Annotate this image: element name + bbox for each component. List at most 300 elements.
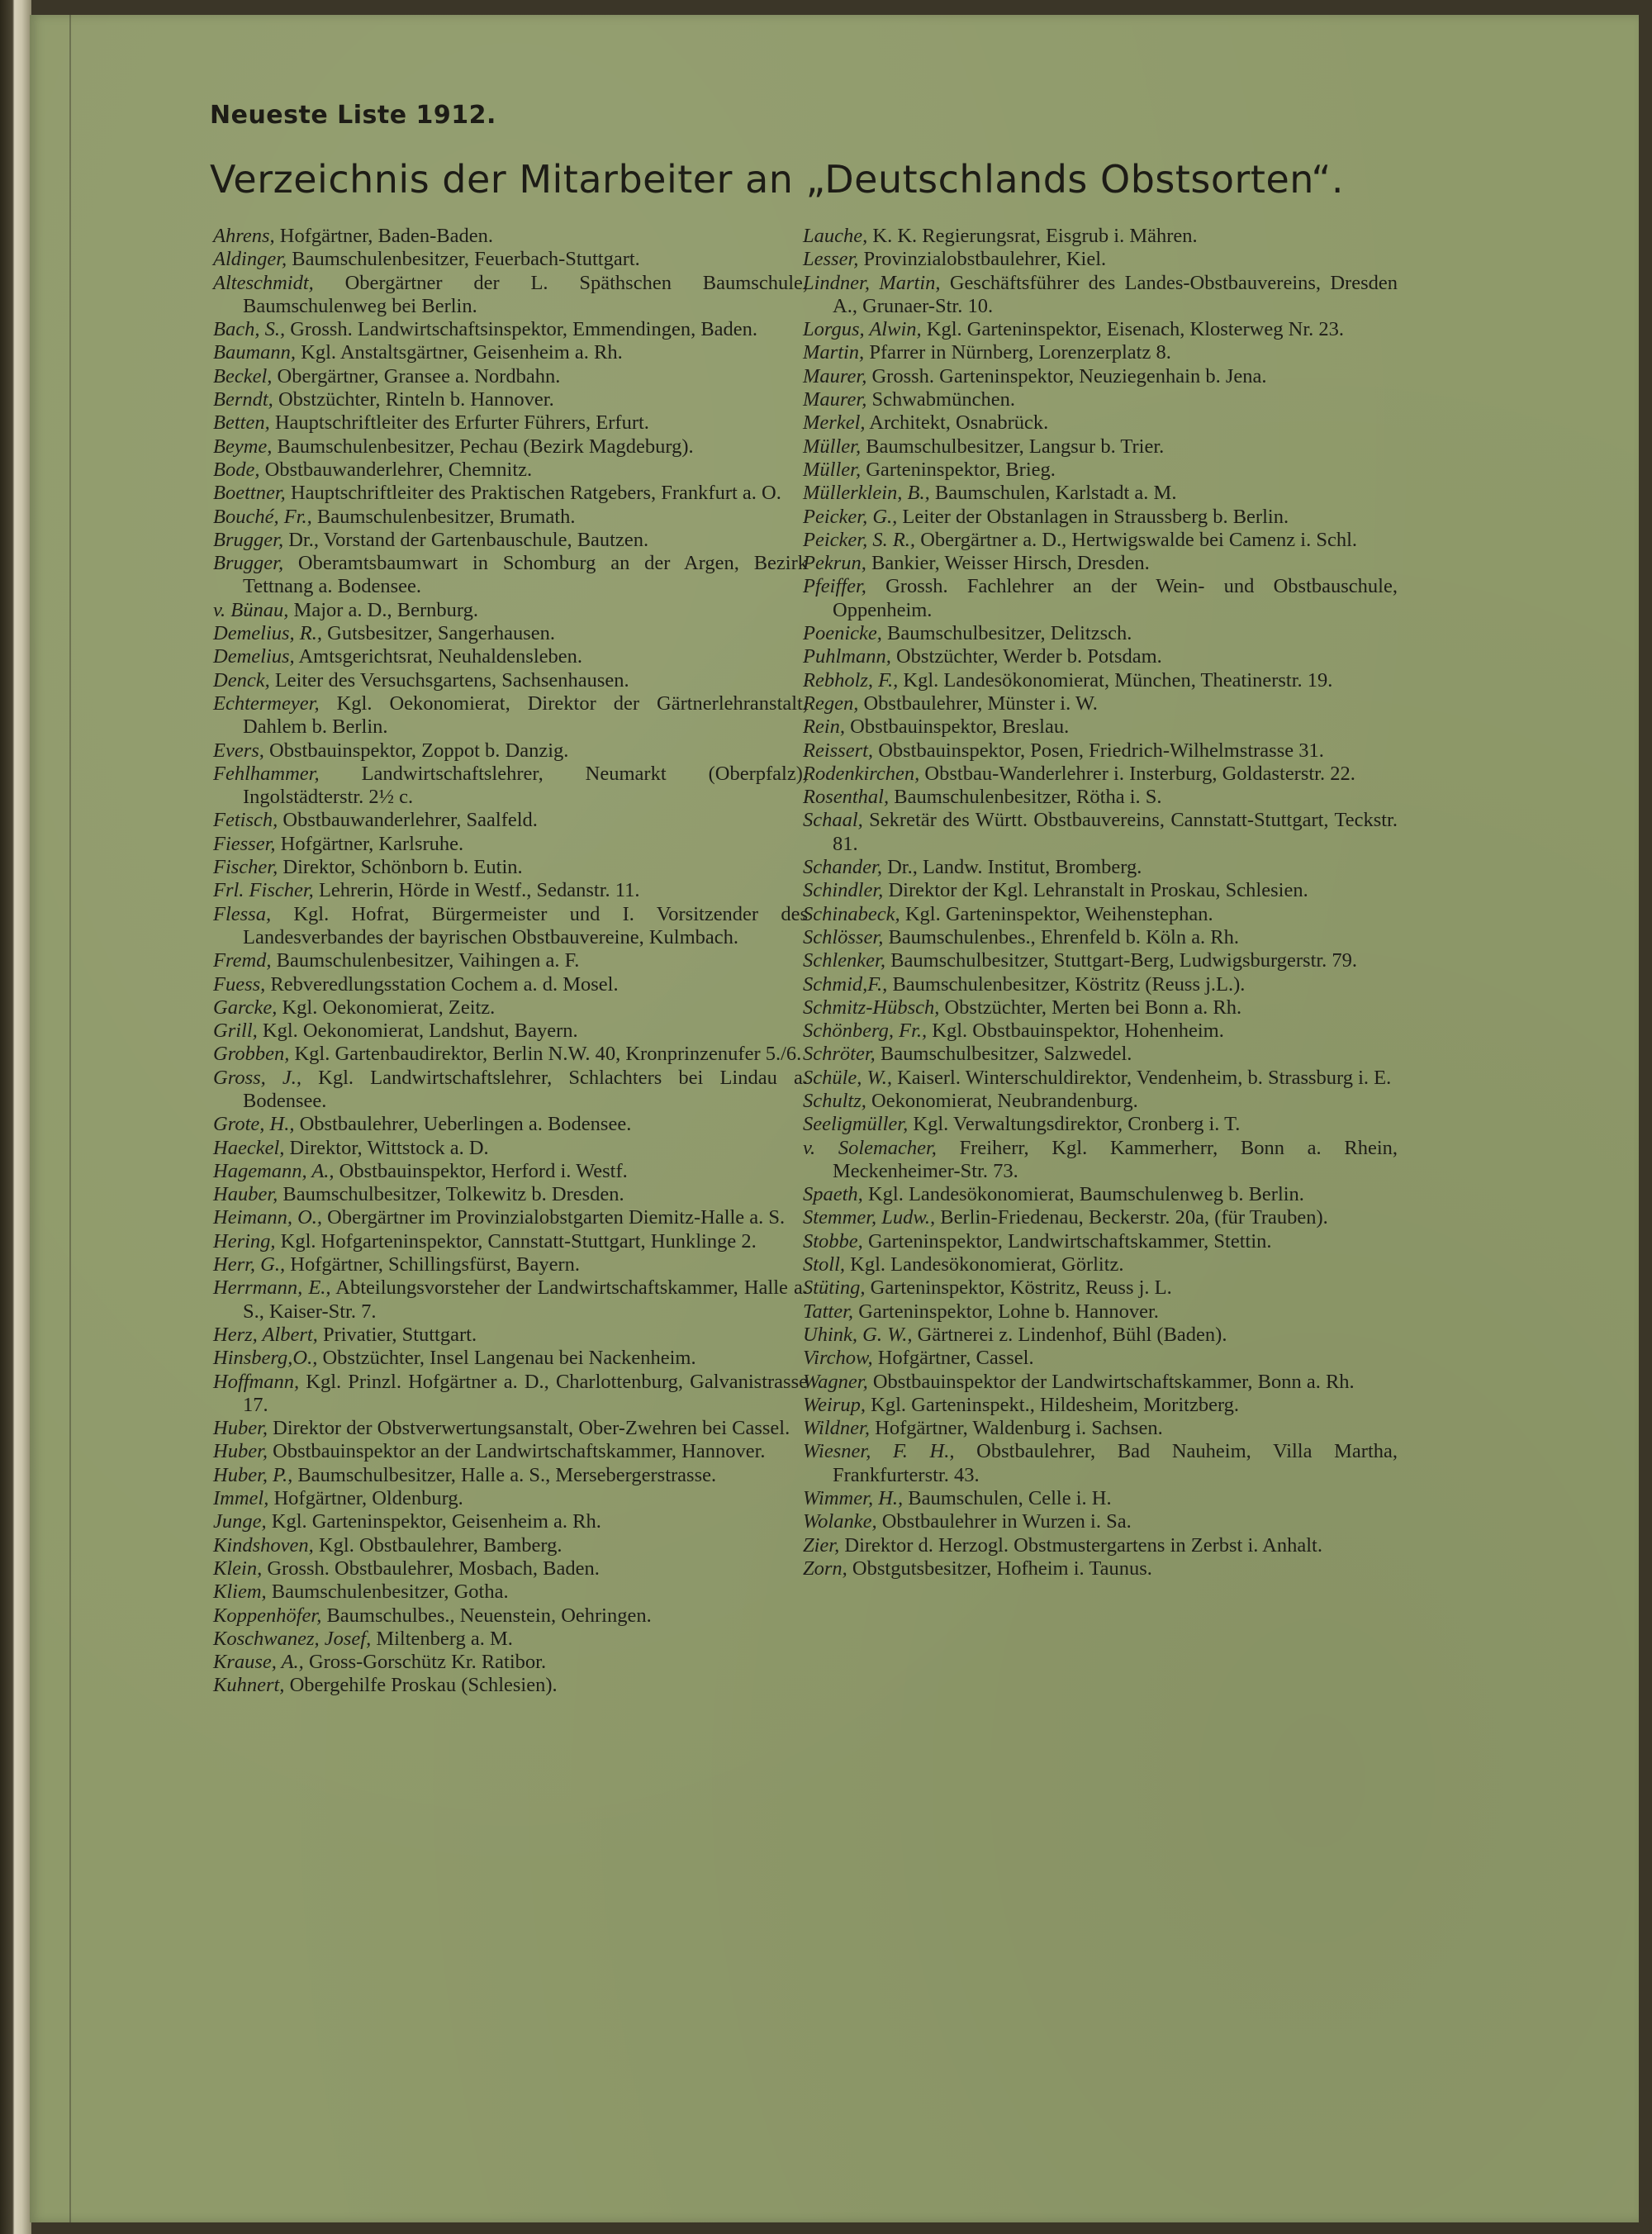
- contributor-details: Berlin-Friedenau, Beckerstr. 20a, (für Trauben).: [935, 1206, 1328, 1229]
- contributor-details: Kgl. Prinzl. Hofgärtner a. D., Charlottenburg, Galvanistrasse 17.: [243, 1370, 808, 1416]
- contributor-name: Klein,: [213, 1557, 263, 1580]
- contributor-entry: [803, 786, 1398, 809]
- contributor-details: Obstgutsbesitzer, Hofheim i. Taunus.: [847, 1557, 1152, 1580]
- contributor-details: Kgl. Oekonomierat, Direktor der Gärtnerlehranstalt, Dahlem b. Berlin.: [243, 692, 808, 739]
- contributor-details: Garteninspektor, Brieg.: [861, 458, 1056, 481]
- contributor-details: K. K. Regierungsrat, Eisgrub i. Mähren.: [867, 225, 1198, 247]
- contributor-name: Rein,: [803, 715, 846, 739]
- contributor-details: Sekretär des Württ. Obstbauvereins, Cannstatt-Stuttgart, Teckstr. 81.: [833, 809, 1398, 855]
- contributor-entry: [803, 715, 1398, 739]
- contributor-details: Kgl. Landwirtschaftslehrer, Schlachters bei Lindau a. Bodensee.: [243, 1066, 808, 1112]
- contributor-name: Seeligmüller,: [803, 1113, 909, 1136]
- contributor-entry: [803, 1137, 1398, 1184]
- contributor-name: Pekrun,: [803, 552, 866, 575]
- contributor-entry: [803, 809, 1398, 856]
- contributor-details: Bankier, Weisser Hirsch, Dresden.: [866, 552, 1150, 575]
- contributor-name: Brugger,: [213, 552, 284, 575]
- contributor-name: Herr, G.,: [213, 1253, 286, 1276]
- contributor-name: Lauche,: [803, 225, 868, 247]
- contributor-details: Baumschulenbesitzer, Köstritz (Reuss j.L.).: [887, 972, 1246, 996]
- contributor-name: Schröter,: [803, 1043, 876, 1066]
- contributor-name: Grote, H.,: [213, 1113, 295, 1136]
- contributor-details: Hofgärtner, Schillingsfürst, Bayern.: [285, 1253, 581, 1276]
- contributor-details: Baumschulenbes., Ehrenfeld b. Köln a. Rh.: [883, 925, 1240, 948]
- contributor-entry: [803, 248, 1398, 271]
- contributor-name: Krause, A.,: [213, 1651, 304, 1674]
- contributor-name: Haeckel,: [213, 1136, 285, 1159]
- contributor-entry: [213, 1347, 808, 1370]
- contributor-details: Landwirtschaftslehrer, Neumarkt (Oberpfalz), Ingolstädterstr. 2½ c.: [243, 762, 808, 809]
- contributor-entry: [803, 435, 1398, 459]
- contributor-name: Rebholz, F.,: [803, 668, 899, 692]
- contributor-details: Baumschulbesitzer, Salzwedel.: [875, 1043, 1132, 1066]
- contributor-details: Baumschulbesitzer, Langsur b. Trier.: [861, 435, 1165, 458]
- contributor-details: Hauptschriftleiter des Praktischen Ratgebers, Frankfurt a. O.: [285, 482, 781, 505]
- contributor-name: Echtermeyer,: [213, 692, 320, 715]
- contributor-details: Kgl. Landesökonomierat, Görlitz.: [845, 1253, 1124, 1276]
- contributor-name: Peicker, S. R.,: [803, 528, 916, 551]
- contributor-name: Frl. Fischer,: [213, 879, 314, 902]
- contributor-details: Oberamtsbaumwart in Schomburg an der Argen, Bezirk Tettnang a. Bodensee.: [243, 552, 808, 598]
- contributor-name: Peicker, G.,: [803, 505, 898, 528]
- contributor-entry: [803, 1113, 1398, 1136]
- page-fold-line: [69, 15, 71, 2222]
- contributor-entry: [803, 1394, 1398, 1417]
- contributor-details: Grossh. Fachlehrer an der Wein- und Obstbauschule, Oppenheim.: [833, 575, 1398, 621]
- contributor-details: Lehrerin, Hörde in Westf., Sedanstr. 11.: [313, 879, 640, 902]
- contributor-entry: [803, 1440, 1398, 1487]
- contributor-entry: [213, 1137, 808, 1160]
- contributor-entry: [213, 1067, 808, 1114]
- contributor-name: Schüle, W.,: [803, 1066, 892, 1089]
- contributor-details: Kgl. Garteninspektor, Weihenstephan.: [900, 902, 1213, 925]
- contributor-details: Obergehilfe Proskau (Schlesien).: [284, 1674, 558, 1697]
- contributor-entry: [213, 879, 808, 902]
- contributor-entry: [803, 1067, 1398, 1090]
- contributor-details: Hofgärtner, Oldenburg.: [268, 1487, 463, 1510]
- contributor-name: Grobben,: [213, 1043, 290, 1066]
- contributor-details: Baumschulenbesitzer, Vaihingen a. F.: [271, 949, 580, 972]
- contributor-details: Baumschulenbesitzer, Feuerbach-Stuttgart.: [287, 248, 640, 271]
- contributor-name: Betten,: [213, 411, 270, 435]
- contributor-details: Architekt, Osnabrück.: [865, 411, 1049, 435]
- contributor-name: Brugger,: [213, 528, 284, 551]
- contributor-name: Stüting,: [803, 1276, 866, 1300]
- contributor-entry: [803, 365, 1398, 388]
- contributor-name: Denck,: [213, 668, 270, 692]
- contributor-details: Oekonomierat, Neubrandenburg.: [866, 1089, 1138, 1112]
- contributor-details: Garteninspektor, Lohne b. Hannover.: [853, 1300, 1159, 1323]
- contributor-entry: [213, 763, 808, 810]
- contributor-details: Kgl. Hofgarteninspektor, Cannstatt-Stuttgart, Hunklinge 2.: [275, 1229, 757, 1252]
- contributor-details: Direktor der Obstverwertungsanstalt, Ober-Zwehren bei Cassel.: [268, 1417, 790, 1440]
- contributor-name: v. Solemacher,: [803, 1136, 937, 1159]
- contributor-name: Müller,: [803, 435, 862, 458]
- contributor-entry: [213, 1324, 808, 1347]
- contributor-name: Kuhnert,: [213, 1674, 285, 1697]
- contributor-entry: [803, 1043, 1398, 1066]
- contributor-entry: [213, 599, 808, 622]
- contributor-name: Wagner,: [803, 1370, 868, 1393]
- contributor-entry: [213, 622, 808, 645]
- contributor-details: Leiter des Versuchsgartens, Sachsenhausen.: [269, 668, 629, 692]
- contributor-name: Kliem,: [213, 1580, 267, 1604]
- contributor-name: Wiesner, F. H.,: [803, 1440, 955, 1463]
- contributor-name: Merkel,: [803, 411, 866, 435]
- page-title: Verzeichnis der Mitarbeiter an „Deutschlands Obstsorten“.: [210, 157, 1345, 202]
- contributor-entry: [803, 1276, 1398, 1300]
- contributor-name: Schindler,: [803, 879, 884, 902]
- contributor-entry: [213, 529, 808, 552]
- contributor-entry: [213, 1580, 808, 1604]
- contributor-entry: [213, 809, 808, 832]
- contributor-name: Schönberg, Fr.,: [803, 1020, 928, 1043]
- contributor-entry: [213, 435, 808, 459]
- contributor-details: Kgl. Verwaltungsdirektor, Cronberg i. T.: [908, 1113, 1241, 1136]
- contributor-details: Baumschulenbesitzer, Rötha i. S.: [889, 786, 1162, 809]
- contributor-entry: [213, 388, 808, 411]
- contributor-details: Kaiserl. Winterschuldirektor, Vendenheim, b. Strassburg i. E.: [891, 1066, 1392, 1089]
- contributor-details: Obstbauinspektor an der Landwirtschaftskammer, Hannover.: [268, 1440, 766, 1463]
- contributor-details: Gross-Gorschütz Kr. Ratibor.: [303, 1651, 547, 1674]
- contributor-details: Obstbauwanderlehrer, Chemnitz.: [259, 458, 533, 481]
- contributor-entry: [803, 1510, 1398, 1533]
- contributor-details: Obstbauinspektor, Herford i. Westf.: [334, 1159, 628, 1182]
- contributor-details: Baumschulenbesitzer, Gotha.: [266, 1580, 509, 1604]
- contributor-details: Dr., Landw. Institut, Bromberg.: [881, 856, 1142, 879]
- contributor-entry: [803, 645, 1398, 668]
- contributor-entry: [213, 272, 808, 319]
- contributor-entry: [213, 506, 808, 529]
- contributor-entry: [213, 1628, 808, 1651]
- contributor-entry: [803, 739, 1398, 763]
- contributor-details: Obstbauinspektor, Breslau.: [845, 715, 1070, 739]
- contributor-details: Kgl. Landesökonomierat, München, Theatinerstr. 19.: [898, 668, 1333, 692]
- contributor-entry: [213, 1417, 808, 1440]
- contributor-entry: [803, 973, 1398, 996]
- contributor-details: Obstzüchter, Werder b. Potsdam.: [890, 645, 1162, 668]
- contributor-details: Baumschulbesitzer, Stuttgart-Berg, Ludwigsburgerstr. 79.: [885, 949, 1358, 972]
- contributor-details: Baumschulenbesitzer, Brumath.: [311, 505, 576, 528]
- contributor-entry: [213, 1113, 808, 1136]
- contributor-entry: [803, 669, 1398, 692]
- contributor-name: Wolanke,: [803, 1510, 877, 1533]
- contributor-details: Baumschulbesitzer, Tolkewitz b. Dresden.: [278, 1183, 624, 1206]
- contributor-name: Hagemann, A.,: [213, 1159, 335, 1182]
- contributor-entry: [803, 388, 1398, 411]
- contributor-name: Zorn,: [803, 1557, 847, 1580]
- contributor-name: Huber, P.,: [213, 1463, 293, 1486]
- contributor-details: Major a. D., Bernburg.: [288, 598, 478, 621]
- list-header: Neueste Liste 1912.: [210, 101, 496, 130]
- contributor-details: Obstzüchter, Rinteln b. Hannover.: [273, 388, 554, 411]
- contributor-entry: [803, 341, 1398, 364]
- contributor-entry: [213, 1440, 808, 1463]
- contributor-name: Fehlhammer,: [213, 762, 320, 785]
- contributor-name: Poenicke,: [803, 622, 882, 645]
- contributor-details: Obstbauwanderlehrer, Saalfeld.: [278, 809, 538, 832]
- contributor-details: Gärtnerei z. Lindenhof, Bühl (Baden).: [912, 1323, 1227, 1346]
- contributor-name: Weirup,: [803, 1393, 866, 1416]
- contributor-details: Obstbaulehrer, Bad Nauheim, Villa Martha, Frankfurterstr. 43.: [833, 1440, 1398, 1486]
- contributor-details: Baumschulbesitzer, Delitzsch.: [881, 622, 1132, 645]
- contributor-name: Beyme,: [213, 435, 273, 458]
- contributor-name: Müller,: [803, 458, 862, 481]
- contributor-details: Direktor, Schönborn b. Eutin.: [278, 856, 523, 879]
- contributor-details: Kgl. Oekonomierat, Landshut, Bayern.: [257, 1020, 578, 1043]
- contributor-entry: [213, 1510, 808, 1533]
- contributor-name: Maurer,: [803, 364, 867, 387]
- contributor-entry: [803, 1324, 1398, 1347]
- contributor-entry: [213, 1020, 808, 1043]
- contributor-name: v. Bünau,: [213, 598, 289, 621]
- contributor-entry: [803, 1557, 1398, 1580]
- contributor-name: Fetisch,: [213, 809, 278, 832]
- contributor-name: Ahrens,: [213, 225, 275, 247]
- contributor-name: Baumann,: [213, 341, 297, 364]
- contributor-details: Obstbaulehrer, Münster i. W.: [858, 692, 1098, 715]
- contributor-entry: [213, 1043, 808, 1066]
- contributor-entry: [213, 248, 808, 271]
- contributor-entry: [803, 926, 1398, 949]
- contributor-name: Rodenkirchen,: [803, 762, 920, 785]
- contributor-entry: [803, 575, 1398, 622]
- contributor-entry: [803, 1206, 1398, 1229]
- contributor-entry: [803, 1371, 1398, 1394]
- contributor-name: Evers,: [213, 739, 264, 762]
- contributor-entry: [213, 669, 808, 692]
- contributor-name: Bouché, Fr.,: [213, 505, 312, 528]
- contributor-details: Kgl. Garteninspektor, Eisenach, Klosterweg Nr. 23.: [921, 318, 1344, 341]
- contributor-entry: [213, 1371, 808, 1418]
- contributor-entry: [213, 903, 808, 950]
- contributor-details: Kgl. Hofrat, Bürgermeister und I. Vorsitzender des Landesverbandes der bayrischen Obstbauvereine, Kulmbach.: [243, 902, 808, 948]
- contributor-details: Privatier, Stuttgart.: [317, 1323, 477, 1346]
- contributor-entry: [803, 506, 1398, 529]
- contributor-name: Lorgus, Alwin,: [803, 318, 922, 341]
- contributor-name: Schmitz-Hübsch,: [803, 996, 940, 1019]
- contributor-entry: [803, 529, 1398, 552]
- contributor-entry: [803, 482, 1398, 505]
- contributor-details: Kgl. Obstbaulehrer, Bamberg.: [313, 1533, 563, 1557]
- contributor-entry: [213, 1183, 808, 1206]
- contributor-name: Hering,: [213, 1229, 276, 1252]
- contributor-details: Provinzialobstbaulehrer, Kiel.: [858, 248, 1107, 271]
- contributor-entry: [803, 1347, 1398, 1370]
- contributor-details: Obstzüchter, Insel Langenau bei Nackenheim.: [317, 1347, 696, 1370]
- contributor-entry: [213, 1160, 808, 1183]
- contributor-entry: [803, 1487, 1398, 1510]
- contributor-details: Hofgärtner, Baden-Baden.: [274, 225, 493, 247]
- contributor-entry: [803, 1417, 1398, 1440]
- contributor-name: Stobbe,: [803, 1229, 863, 1252]
- contributor-entry: [213, 1464, 808, 1487]
- contributor-details: Direktor, Wittstock a. D.: [284, 1136, 489, 1159]
- contributor-name: Beckel,: [213, 364, 273, 387]
- left-column: [213, 225, 808, 1698]
- contributor-details: Geschäftsführer des Landes-Obstbauvereins, Dresden A., Grunaer-Str. 10.: [833, 271, 1398, 317]
- contributor-name: Flessa,: [213, 902, 272, 925]
- contributor-entry: [213, 318, 808, 341]
- contributor-details: Baumschulen, Celle i. H.: [903, 1487, 1112, 1510]
- contributor-details: Freiherr, Kgl. Kammerherr, Bonn a. Rhein, Meckenheimer-Str. 73.: [833, 1136, 1398, 1182]
- contributor-details: Gutsbesitzer, Sangerhausen.: [322, 622, 556, 645]
- contributor-name: Aldinger,: [213, 248, 287, 271]
- contributor-name: Zier,: [803, 1533, 840, 1557]
- contributor-entry: [803, 318, 1398, 341]
- contributor-entry: [213, 949, 808, 972]
- contributor-details: Grossh. Landwirtschaftsinspektor, Emmendingen, Baden.: [285, 318, 758, 341]
- contributor-details: Pfarrer in Nürnberg, Lorenzerplatz 8.: [864, 341, 1171, 364]
- contributor-details: Baumschulen, Karlstadt a. M.: [929, 482, 1177, 505]
- contributor-entry: [213, 1674, 808, 1697]
- contributor-entry: [213, 225, 808, 248]
- contributor-details: Obergärtner, Gransee a. Nordbahn.: [272, 364, 561, 387]
- contributor-entry: [213, 692, 808, 739]
- contributor-name: Schmid,F.,: [803, 972, 888, 996]
- contributor-name: Herz, Albert,: [213, 1323, 318, 1346]
- contributor-name: Huber,: [213, 1417, 268, 1440]
- contributor-entry: [213, 1253, 808, 1276]
- contributor-name: Hauber,: [213, 1183, 278, 1206]
- contributor-name: Tatter,: [803, 1300, 854, 1323]
- contributor-name: Boettner,: [213, 482, 286, 505]
- contributor-name: Huber,: [213, 1440, 268, 1463]
- contributor-details: Direktor d. Herzogl. Obstmustergartens in Zerbst i. Anhalt.: [839, 1533, 1322, 1557]
- contributor-name: Kindshoven,: [213, 1533, 314, 1557]
- contributor-details: Schwabmünchen.: [866, 388, 1015, 411]
- contributor-entry: [213, 341, 808, 364]
- contributor-entry: [803, 879, 1398, 902]
- contributor-details: Kgl. Landesökonomierat, Baumschulenweg b. Berlin.: [862, 1183, 1304, 1206]
- contributor-name: Bode,: [213, 458, 260, 481]
- contributor-name: Spaeth,: [803, 1183, 863, 1206]
- contributor-name: Heimann, O.,: [213, 1206, 323, 1229]
- contributor-name: Koppenhöfer,: [213, 1604, 322, 1627]
- contributor-details: Obstbauinspektor der Landwirtschaftskammer, Bonn a. Rh.: [867, 1370, 1355, 1393]
- contributor-details: Abteilungsvorsteher der Landwirtschaftskammer, Halle a. S., Kaiser-Str. 7.: [243, 1276, 808, 1323]
- contributor-name: Berndt,: [213, 388, 273, 411]
- contributor-entry: [213, 645, 808, 668]
- contributor-entry: [803, 903, 1398, 926]
- contributor-details: Leiter der Obstanlagen in Straussberg b. Berlin.: [897, 505, 1289, 528]
- contributor-details: Rebveredlungsstation Cochem a. d. Mosel.: [265, 972, 619, 996]
- contributor-details: Kgl. Oekonomierat, Zeitz.: [277, 996, 496, 1019]
- contributor-entry: [803, 225, 1398, 248]
- contributor-name: Alteschmidt,: [213, 271, 314, 294]
- contributor-details: Grossh. Garteninspektor, Neuziegenhain b. Jena.: [866, 364, 1267, 387]
- contributor-entry: [213, 996, 808, 1020]
- contributor-name: Regen,: [803, 692, 859, 715]
- contributor-entry: [803, 622, 1398, 645]
- contributor-entry: [213, 482, 808, 505]
- contributor-entry: [213, 1604, 808, 1628]
- contributor-name: Lindner, Martin,: [803, 271, 941, 294]
- contributor-name: Gross, J.,: [213, 1066, 302, 1089]
- contributor-name: Demelius,: [213, 645, 295, 668]
- contributor-name: Stoll,: [803, 1253, 846, 1276]
- contributor-details: Baumschulbesitzer, Halle a. S., Mersebergerstrasse.: [292, 1463, 717, 1486]
- contributor-entry: [213, 856, 808, 879]
- contributor-name: Immel,: [213, 1487, 269, 1510]
- contributor-details: Miltenberg a. M.: [371, 1627, 513, 1650]
- contributor-details: Obstbau-Wanderlehrer i. Insterburg, Goldasterstr. 22.: [919, 762, 1355, 785]
- contributor-name: Maurer,: [803, 388, 867, 411]
- contributor-entry: [213, 833, 808, 856]
- contributor-details: Kgl. Obstbauinspektor, Hohenheim.: [927, 1020, 1224, 1043]
- contributor-details: Grossh. Obstbaulehrer, Mosbach, Baden.: [262, 1557, 600, 1580]
- contributor-entry: [213, 1230, 808, 1253]
- contributor-name: Virchow,: [803, 1347, 873, 1370]
- contributor-details: Garteninspektor, Köstritz, Reuss j. L.: [865, 1276, 1172, 1300]
- contributor-details: Obstbaulehrer in Wurzen i. Sa.: [876, 1510, 1132, 1533]
- contributor-name: Schultz,: [803, 1089, 866, 1112]
- contributor-name: Junge,: [213, 1510, 267, 1533]
- contributor-entry: [803, 411, 1398, 435]
- contributor-name: Pfeiffer,: [803, 575, 866, 598]
- contributor-details: Obstbauinspektor, Posen, Friedrich-Wilhelmstrasse 31.: [873, 739, 1324, 762]
- contributor-entry: [803, 1534, 1398, 1557]
- contributor-entry: [803, 1020, 1398, 1043]
- contributor-entry: [803, 763, 1398, 786]
- contributor-details: Hofgärtner, Cassel.: [872, 1347, 1034, 1370]
- contributor-name: Wimmer, H.,: [803, 1487, 904, 1510]
- contributor-details: Garteninspektor, Landwirtschaftskammer, Stettin.: [862, 1229, 1272, 1252]
- contributor-details: Kgl. Garteninspektor, Geisenheim a. Rh.: [266, 1510, 601, 1533]
- contributor-name: Demelius, R.,: [213, 622, 322, 645]
- contributor-name: Müllerklein, B.,: [803, 482, 930, 505]
- contributor-details: Hauptschriftleiter des Erfurter Führers, Erfurt.: [269, 411, 649, 435]
- contributor-name: Stemmer, Ludw.,: [803, 1206, 936, 1229]
- contributor-entry: [213, 459, 808, 482]
- contributor-entry: [803, 949, 1398, 972]
- contributor-entry: [803, 272, 1398, 319]
- contributor-name: Reissert,: [803, 739, 874, 762]
- contributor-entry: [803, 459, 1398, 482]
- contributor-details: Hofgärtner, Karlsruhe.: [275, 832, 464, 855]
- right-column: [803, 225, 1398, 1580]
- contributor-entry: [213, 973, 808, 996]
- contributor-name: Lesser,: [803, 248, 859, 271]
- contributor-name: Schaal,: [803, 809, 863, 832]
- contributor-entry: [803, 1090, 1398, 1113]
- book-binding-edge: [0, 0, 31, 2234]
- contributor-entry: [213, 1276, 808, 1324]
- contributor-entry: [213, 552, 808, 599]
- contributor-details: Kgl. Garteninspekt., Hildesheim, Moritzberg.: [866, 1393, 1240, 1416]
- contributor-entry: [803, 1253, 1398, 1276]
- contributor-name: Schinabeck,: [803, 902, 900, 925]
- contributor-details: Obstbauinspektor, Zoppot b. Danzig.: [263, 739, 569, 762]
- contributor-name: Fiesser,: [213, 832, 276, 855]
- contributor-entry: [803, 1300, 1398, 1324]
- contributor-name: Fuess,: [213, 972, 266, 996]
- contributor-details: Baumschulenbesitzer, Pechau (Bezirk Magdeburg).: [272, 435, 694, 458]
- contributor-details: Obergärtner im Provinzialobstgarten Diemitz-Halle a. S.: [322, 1206, 786, 1229]
- contributor-name: Schander,: [803, 856, 882, 879]
- contributor-name: Grill,: [213, 1020, 258, 1043]
- contributor-name: Puhlmann,: [803, 645, 891, 668]
- contributor-name: Hoffmann,: [213, 1370, 300, 1393]
- contributor-entry: [803, 1230, 1398, 1253]
- contributor-details: Obstbaulehrer, Ueberlingen a. Bodensee.: [294, 1113, 632, 1136]
- contributor-details: Obergärtner der L. Späthschen Baumschule, Baumschulenweg bei Berlin.: [243, 271, 808, 317]
- contributor-details: Baumschulbes., Neuenstein, Oehringen.: [321, 1604, 652, 1627]
- contributor-name: Rosenthal,: [803, 786, 890, 809]
- contributor-details: Obergärtner a. D., Hertwigswalde bei Camenz i. Schl.: [915, 528, 1358, 551]
- contributor-entry: [213, 1651, 808, 1674]
- contributor-name: Schlenker,: [803, 949, 885, 972]
